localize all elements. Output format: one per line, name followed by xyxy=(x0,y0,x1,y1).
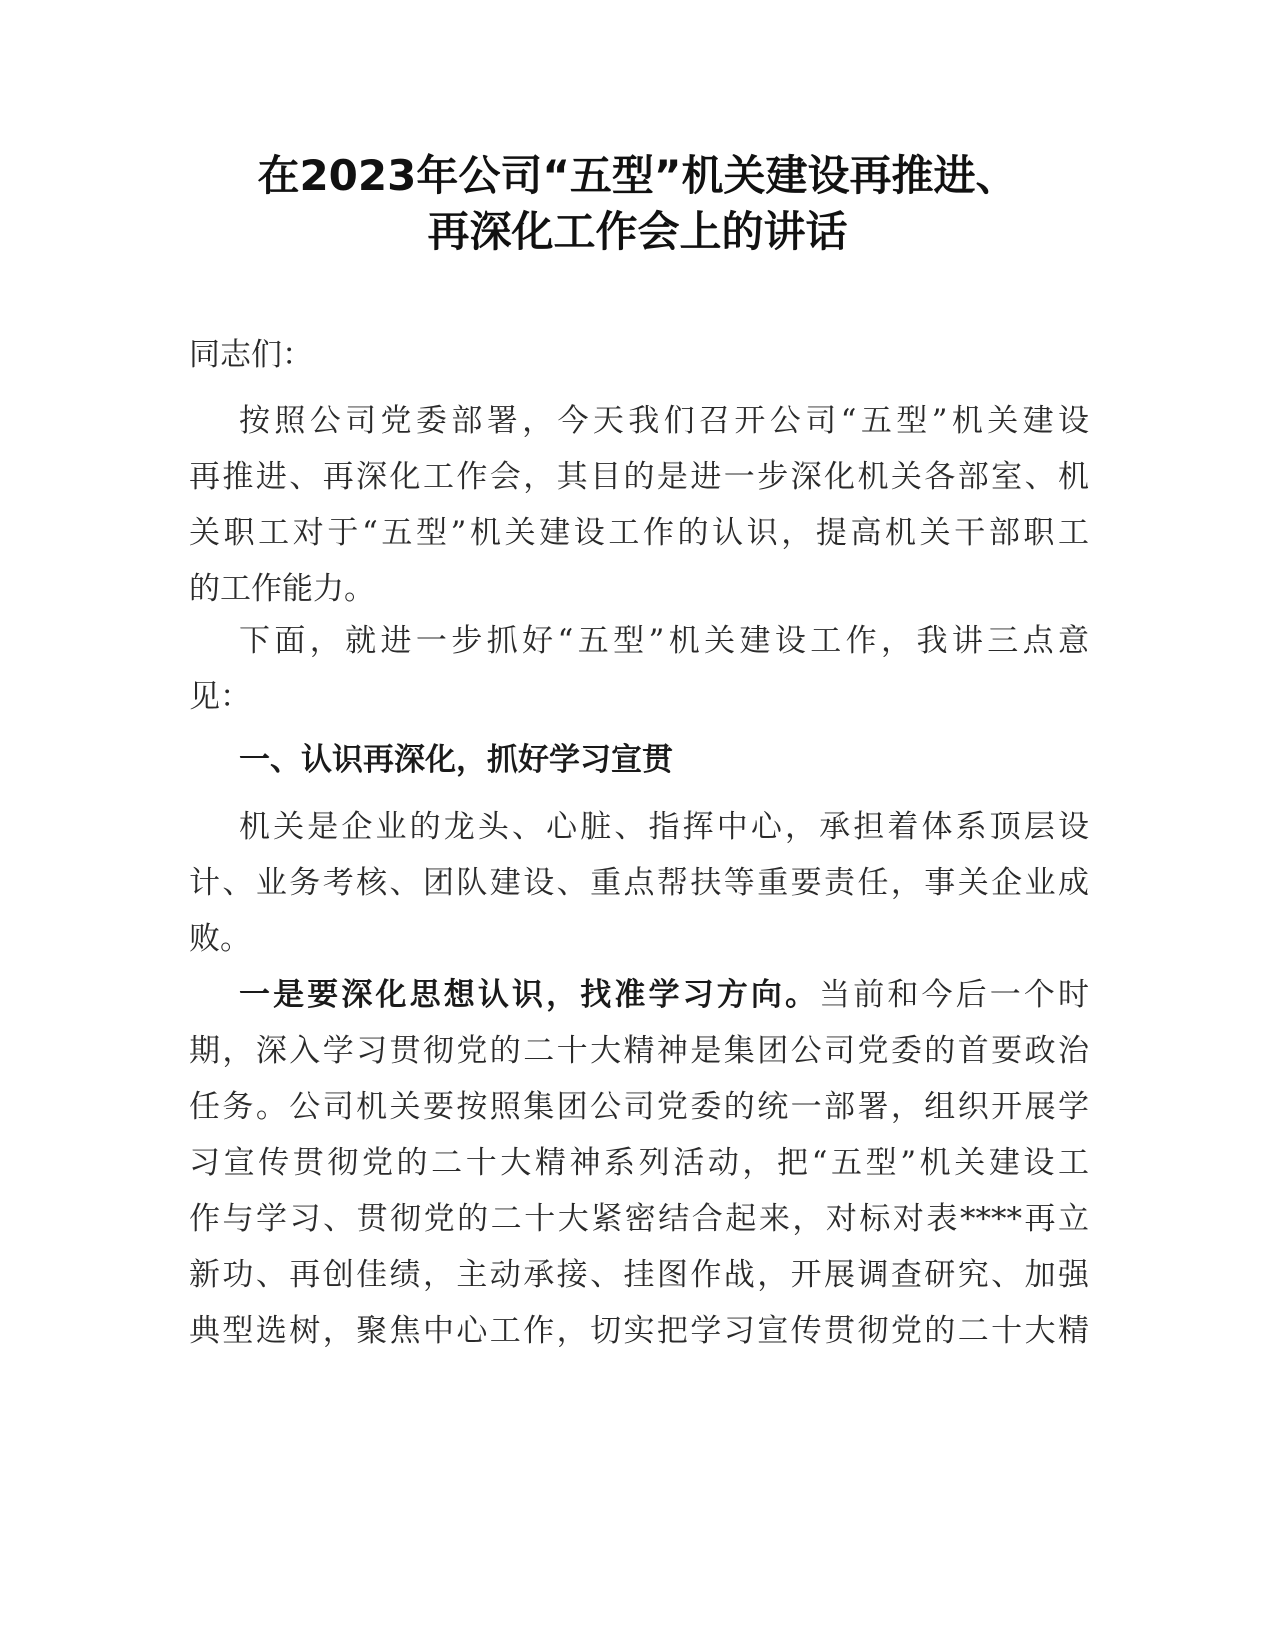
paragraph-line: 再推进、再深化工作会，其目的是进一步深化机关各部室、机 xyxy=(189,459,1089,495)
paragraph-line: 作与学习、贯彻党的二十大紧密结合起来，对标对表****再立 xyxy=(189,1201,1089,1237)
paragraph-line: 败。 xyxy=(189,921,251,957)
section-heading-1: 一、认识再深化，抓好学习宣贯 xyxy=(239,742,673,778)
paragraph-line xyxy=(189,967,1089,1023)
document-title-line2: 再深化工作会上的讲话 xyxy=(427,207,848,256)
paragraph-line: 新功、再创佳绩，主动承接、挂图作战，开展调查研究、加强 xyxy=(189,1257,1089,1293)
paragraph-line: 计、业务考核、团队建设、重点帮扶等重要责任，事关企业成 xyxy=(189,865,1089,901)
paragraph-line: 习宣传贯彻党的二十大精神系列活动，把“五型”机关建设工 xyxy=(189,1145,1089,1181)
salutation-block xyxy=(189,327,1089,383)
section-heading-1-block xyxy=(189,732,1089,788)
paragraph-line: 见： xyxy=(189,679,251,715)
paragraph-line: 典型选树，聚焦中心工作，切实把学习宣传贯彻党的二十大精 xyxy=(189,1313,1089,1349)
paragraph-line: 按照公司党委部署，今天我们召开公司“五型”机关建设 xyxy=(239,403,1089,439)
document-title-line1: 在2023年公司“五型”机关建设再推进、 xyxy=(257,151,1018,200)
paragraph-line: 下面，就进一步抓好“五型”机关建设工作，我讲三点意 xyxy=(239,623,1089,659)
paragraph-opening xyxy=(189,393,1089,617)
paragraph-line: 机关是企业的龙头、心脏、指挥中心，承担着体系顶层设 xyxy=(239,809,1089,845)
paragraph-organ-role xyxy=(189,799,1089,967)
paragraph-line: 关职工对于“五型”机关建设工作的认识，提高机关干部职工 xyxy=(189,515,1089,551)
point-1-lead: 一是要深化思想认识，找准学习方向。 xyxy=(239,977,820,1013)
paragraph-line: 任务。公司机关要按照集团公司党委的统一部署，组织开展学 xyxy=(189,1089,1089,1125)
salutation: 同志们： xyxy=(189,337,313,373)
paragraph-intro-points xyxy=(189,613,1089,725)
point-1-lead-rest: 当前和今后一个时 xyxy=(819,977,1089,1013)
paragraph-point-1 xyxy=(189,967,1089,1359)
paragraph-line: 的工作能力。 xyxy=(189,571,375,607)
paragraph-line: 期，深入学习贯彻党的二十大精神是集团公司党委的首要政治 xyxy=(189,1033,1089,1069)
